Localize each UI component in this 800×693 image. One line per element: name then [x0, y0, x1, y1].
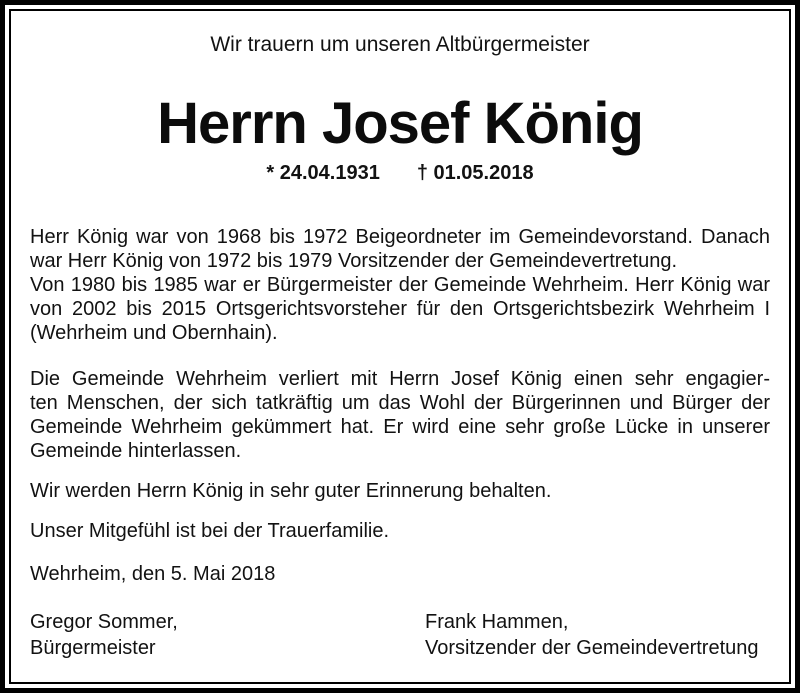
condolence-line: Unser Mitgefühl ist bei der Trauerfamilie. [30, 520, 390, 542]
death-date: † 01.05.2018 [416, 162, 534, 184]
signature-block [30, 609, 770, 661]
tribute-paragraph [30, 367, 770, 463]
deceased-name: Herrn Josef König [157, 91, 643, 156]
signature-left [30, 609, 425, 661]
tribute-line: Gemeinde hinterlassen. [30, 440, 242, 462]
signatory-title: Bürgermeister [30, 637, 156, 659]
signatory-title: Vorsitzender der Gemeindevertretung [425, 637, 759, 659]
tribute-line: Die Gemeinde Wehrheim verliert mit Herrn Josef König einen sehr engagier- [30, 368, 770, 390]
signatory-name: Frank Hammen, [425, 611, 569, 633]
intro-line: Wir trauern um unseren Altbürgermeister [210, 33, 590, 56]
career-paragraph [30, 225, 770, 345]
tribute-line: Gemeinde Wehrheim gekümmert hat. Er wird eine sehr große Lücke in unserer [30, 416, 770, 438]
career-line: Von 1980 bis 1985 war er Bürgermeister der Gemeinde Wehrheim. Herr König war [30, 274, 770, 296]
birth-date: * 24.04.1931 [266, 162, 380, 184]
obituary-inner-frame [9, 9, 791, 684]
career-line: von 2002 bis 2015 Ortsgerichtsvorsteher für den Ortsgerichtsbezirk Wehrheim I [30, 298, 770, 320]
remembrance-line: Wir werden Herrn König in sehr guter Erinnerung behalten. [30, 480, 552, 502]
life-dates [30, 161, 770, 185]
signature-right [425, 609, 770, 661]
career-line: war Herr König von 1972 bis 1979 Vorsitzender der Gemeindevertretung. [30, 250, 678, 272]
career-line: (Wehrheim und Obernhain). [30, 322, 278, 344]
signatory-name: Gregor Sommer, [30, 611, 178, 633]
place-date-line: Wehrheim, den 5. Mai 2018 [30, 563, 276, 585]
tribute-line: ten Menschen, der sich tatkräftig um das Wohl der Bürgerinnen und Bürger der [30, 392, 770, 414]
career-line: Herr König war von 1968 bis 1972 Beigeordneter im Gemeindevorstand. Danach [30, 226, 770, 248]
